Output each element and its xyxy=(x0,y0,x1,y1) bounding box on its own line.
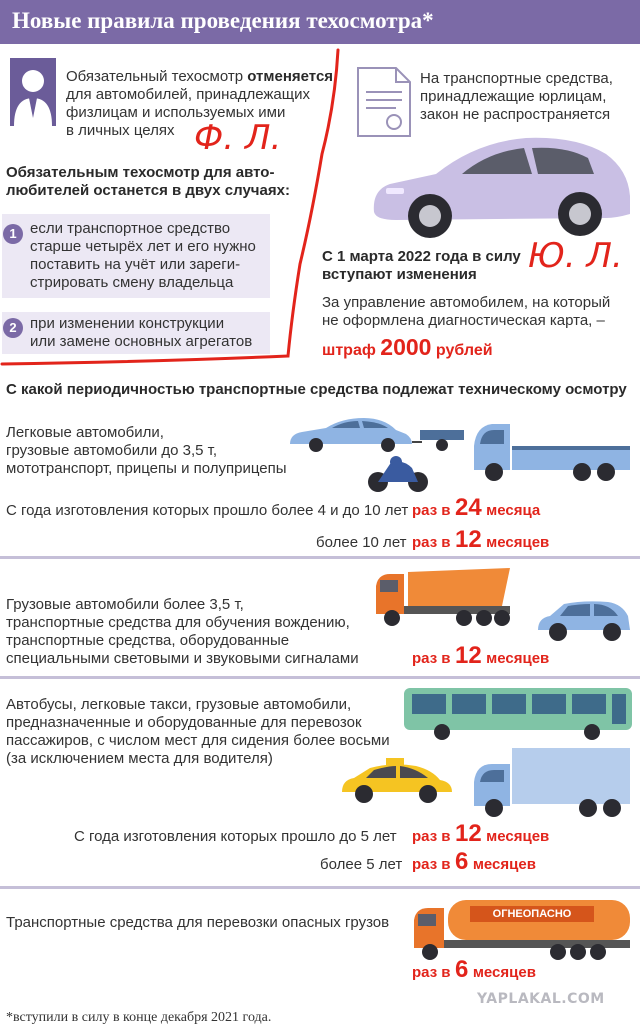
suv-icon xyxy=(536,598,632,642)
s3-line-1: Автобусы, легковые такси, грузовые автомобили, xyxy=(6,696,352,713)
s3-row2-frequency: раз в 6 месяцев xyxy=(412,848,536,875)
s3-line-3: пассажиров, с числом мест для сидения более восьми xyxy=(6,732,390,749)
s2-line-2: транспортные средства для обучения вождению, xyxy=(6,614,350,631)
fine-line-1: За управление автомобилем, на который xyxy=(322,294,611,311)
separator-3 xyxy=(0,886,640,889)
cases-heading-1: Обязательным техосмотр для авто- xyxy=(6,164,275,181)
case-1-number: 1 xyxy=(3,224,23,244)
s2-line-3: транспортные средства, оборудованные xyxy=(6,632,290,649)
case-1-line-2: старше четырёх лет и его нужно xyxy=(30,238,256,255)
case-1-line-1: если транспортное средство xyxy=(30,220,231,237)
footnote: *вступили в силу в конце декабря 2021 года. xyxy=(6,1010,272,1025)
s1-line-2: грузовые автомобили до 3,5 т, xyxy=(6,442,218,459)
motorcycle-icon xyxy=(366,454,430,494)
bus-icon xyxy=(402,684,634,742)
document-icon xyxy=(356,66,412,138)
case-2-line-2: или замене основных агрегатов xyxy=(30,333,253,350)
separator-2 xyxy=(0,676,640,679)
case-2-number: 2 xyxy=(3,318,23,338)
van-truck-icon xyxy=(470,416,632,484)
s3-line-2: предназначенные и оборудованные для перевозок xyxy=(6,714,362,731)
legal-line-3: закон не распространяется xyxy=(420,106,611,123)
s4-line-1: Транспортные средства для перевозки опасных грузов xyxy=(6,914,390,931)
handwritten-fl-note: Ф. Л. xyxy=(194,118,282,158)
individuals-line-2: для автомобилей, принадлежащих xyxy=(66,86,310,103)
legal-line-1: На транспортные средства, xyxy=(420,70,613,87)
case-1-line-3: поставить на учёт или зареги- xyxy=(30,256,241,273)
watermark: YAPLAKAL.COM xyxy=(477,991,605,1007)
s1-row2-label: более 10 лет xyxy=(316,534,407,551)
s1-line-3: мототранспорт, прицепы и полуприцепы xyxy=(6,460,287,477)
taxi-icon xyxy=(340,756,454,804)
s3-line-4: (за исключением места для водителя) xyxy=(6,750,273,767)
sedan-trailer-icon xyxy=(288,414,468,454)
handwritten-ul-note: Ю. Л. xyxy=(528,236,623,276)
individuals-line-1: Обязательный техосмотр отменяется xyxy=(66,68,334,85)
legal-line-2: принадлежащие юрлицам, xyxy=(420,88,607,105)
s3-row1-label: С года изготовления которых прошло до 5 лет xyxy=(74,828,397,845)
s2-line-1: Грузовые автомобили более 3,5 т, xyxy=(6,596,244,613)
separator-1 xyxy=(0,556,640,559)
changes-line-1: С 1 марта 2022 года в силу xyxy=(322,248,521,265)
hand-drawn-red-border xyxy=(0,44,350,370)
fine-line-2: не оформлена диагностическая карта, – xyxy=(322,312,605,329)
individuals-line-4: в личных целях xyxy=(66,122,175,139)
case-1-line-4: стрировать смену владельца xyxy=(30,274,234,291)
s1-row2-frequency: раз в 12 месяцев xyxy=(412,526,550,553)
s4-frequency: раз в 6 месяцев xyxy=(412,956,536,983)
dump-truck-icon xyxy=(372,566,514,628)
hatchback-car-icon xyxy=(366,130,636,240)
s1-line-1: Легковые автомобили, xyxy=(6,424,164,441)
fine-amount: штраф 2000 рублей xyxy=(322,334,493,360)
s1-row1-label: С года изготовления которых прошло более 4 и до 10 лет xyxy=(6,502,409,519)
header-bar xyxy=(0,0,640,44)
cases-heading-2: любителей останется в двух случаях: xyxy=(6,182,290,199)
s2-line-4: специальными световыми и звуковыми сигналами xyxy=(6,650,359,667)
s1-row1-frequency: раз в 24 месяца xyxy=(412,494,541,521)
periodicity-heading: С какой периодичностью транспортные средства подлежат техническому осмотру xyxy=(6,381,627,398)
tanker-label: ОГНЕОПАСНО xyxy=(470,906,594,922)
page-title: Новые правила проведения техосмотра* xyxy=(12,8,434,33)
individuals-line-3: физлицам и используемых ими xyxy=(66,104,286,121)
s3-row2-label: более 5 лет xyxy=(320,856,403,873)
case-2-line-1: при изменении конструкции xyxy=(30,315,225,332)
changes-line-2: вступают изменения xyxy=(322,266,477,283)
s2-frequency: раз в 12 месяцев xyxy=(412,642,550,669)
s3-row1-frequency: раз в 12 месяцев xyxy=(412,820,550,847)
box-truck-icon xyxy=(470,744,632,818)
